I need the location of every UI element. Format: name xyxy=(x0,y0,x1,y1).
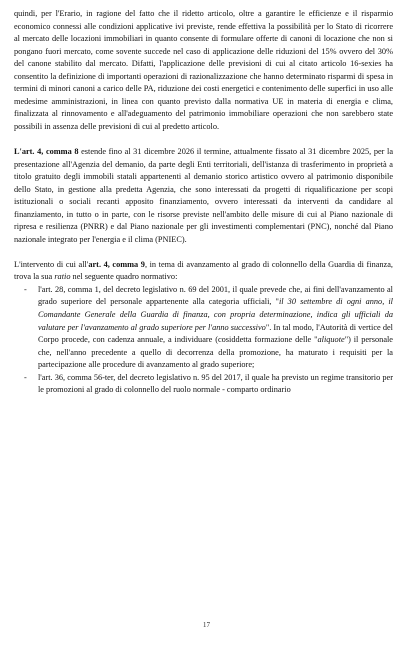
article-reference: art. 4, comma 9 xyxy=(88,259,145,269)
list-item-text: l'art. 36, comma 56-ter, del decreto legislativo n. 95 del 2017, il quale ha previsto un regime transitorio per le promozioni al grado di colonnello del ruolo normale - comparto ordinario xyxy=(38,372,393,395)
list-item-text: ". In tal modo, l'Autorità di vertice del Corpo procede, con cadenza annuale, a individuare (cosiddetta formazione delle " xyxy=(38,322,393,345)
paragraph-text: L'intervento di cui all' xyxy=(14,259,89,269)
italic-quote: il 30 settembre di ogni anno, il Comandante Generale della Guardia di finanza, con propria determinazione, indica gli ufficiali da valutare per l'avanzamento al grado superiore per l'anno successivo xyxy=(38,297,393,332)
list-item xyxy=(14,372,393,397)
article-reference: L'art. 4, comma 8 xyxy=(14,146,79,156)
list-item xyxy=(14,284,393,372)
list-dash: - xyxy=(24,284,27,294)
paragraph-text: estende fino al 31 dicembre 2026 il termine, attualmente fissato al 31 dicembre 2025, per la presentazione all'Agenzia del demanio, da parte degli Enti territoriali, dell'istanza di trasferimento in proprietà a titolo gratuito degli immobili statali appartenenti al demanio storico artistico ovvero al patrimonio disponibile dello Stato, in gestione alla predetta Agenzia, che sono interessati da progetti di riqualificazione per scopi istituzionali o sociali recanti apposito finanziamento, ovvero interessati da interventi da candidare al finanziamento, in tutto o in parte, con le risorse previste nell'ambito delle misure di cui al Piano nazionale di ripresa e resilienza (PNRR) e dal Piano nazionale per gli investimenti complementari (PNC), nonché dal Piano nazionale integrato per l'energia e il clima (PNIEC). xyxy=(14,146,394,244)
italic-term: ratio xyxy=(54,272,71,282)
italic-term: aliquote xyxy=(317,335,345,345)
list-dash: - xyxy=(24,372,27,382)
paragraph-intro: quindi, per l'Erario, in ragione del fatto che il ridetto articolo, oltre a garantire le efficienze e il risparmio economico connessi alle condizioni applicative ivi previste, rende effettiva la possibilità per lo Stato di ricorrere al mercato delle locazioni immobiliari in quanto consente di formulare offerte di canoni di locazione che non si pongano fuori mercato, come sovente succede nel caso di applicazione delle riduzioni del 15% ovvero del 30% del canone stabilito dal mercato. Difatti, l'applicazione delle previsioni di cui al citato articolo 16-sexies ha consentito la definizione di importanti operazioni di razionalizzazione che hanno determinato risparmi di spesa in termini di minori canoni a carico delle PA, riduzione dei costi energetici e contenimento delle superfici in uso alle medesime amministrazioni, in linea con quanto previsto dalla normativa UE in materia di energia e clima, finalizzata al rinnovamento e all'adeguamento del patrimonio immobiliare operazioni che non sarebbero state possibili in assenza delle previsioni di cui al predetto articolo. xyxy=(14,9,393,131)
paragraph-text: , in tema di avanzamento al grado di colonnello della Guardia di finanza, trova la sua xyxy=(14,259,393,282)
paragraph-art4-comma9 xyxy=(14,259,393,284)
paragraph-text: nel seguente quadro normativo: xyxy=(70,272,178,282)
list-item-text: ") il personale che, nell'anno precedente a quello di decorrenza della promozione, ha maturato i requisiti per la partecipazione alle procedure di avanzamento al grado superiore; xyxy=(38,335,393,370)
list-item-text: l'art. 28, comma 1, del decreto legislativo n. 69 del 2001, il quale prevede che, ai fini dell'avanzamento al grado superiore del personale appartenente alla categoria ufficiali, " xyxy=(38,284,393,307)
page-number: 17 xyxy=(202,621,211,629)
normative-list xyxy=(14,284,393,397)
paragraph-art4-comma8 xyxy=(14,146,393,246)
